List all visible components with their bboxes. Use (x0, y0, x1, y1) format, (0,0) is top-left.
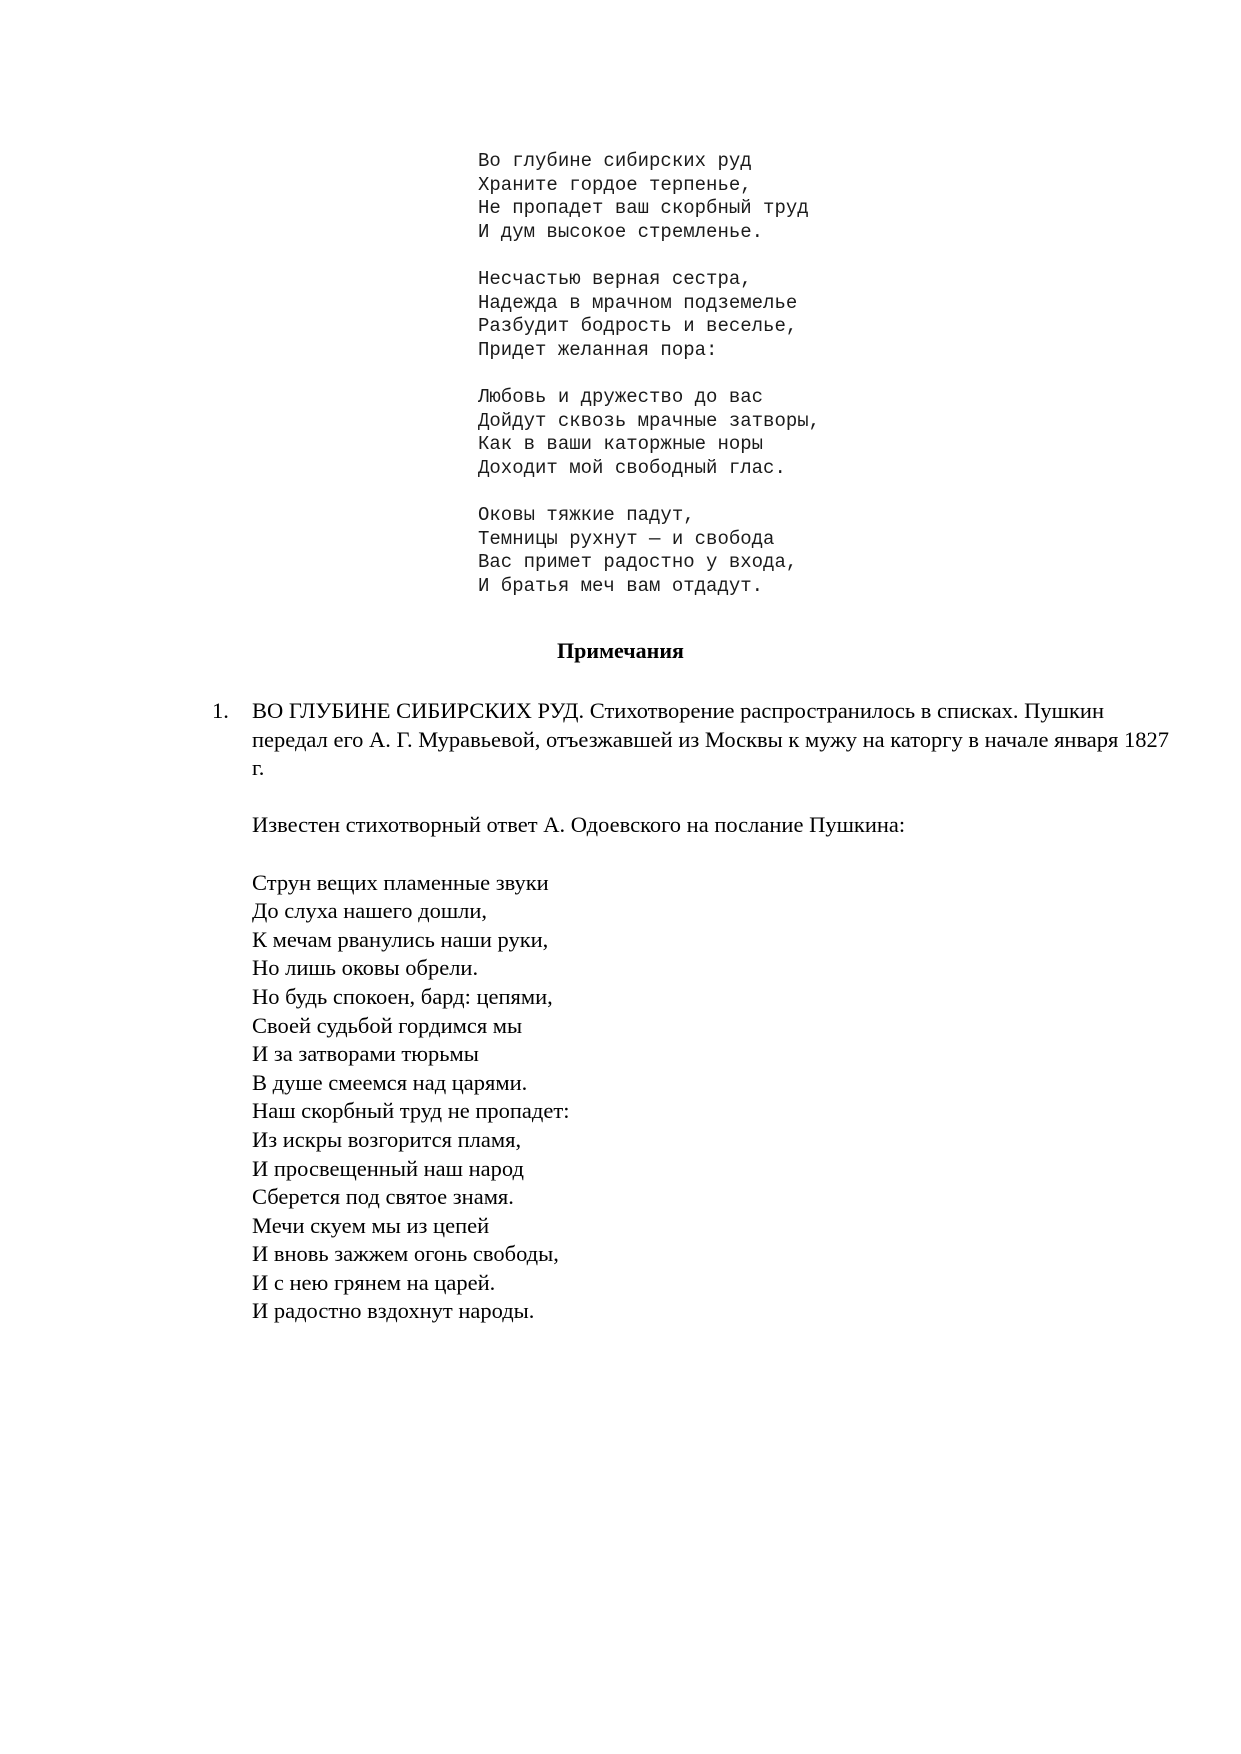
poem-stanza-4 (478, 504, 820, 598)
note-body (252, 697, 1172, 1326)
note-response-intro: Известен стихотворный ответ А. Одоевского на послание Пушкина: (252, 812, 906, 838)
verse-line: И просвещенный наш народ (252, 1155, 524, 1181)
verse-line: До слуха нашего дошли, (252, 898, 488, 924)
verse-line: Своей судьбой гордимся мы (252, 1012, 523, 1038)
poem-line: Надежда в мрачном подземелье (478, 291, 798, 314)
verse-line: И вновь зажжем огонь свободы, (252, 1241, 559, 1267)
note-number: 1. (212, 698, 229, 723)
verse-line: Наш скорбный труд не пропадет: (252, 1098, 570, 1124)
verse-line: И за затворами тюрьмы (252, 1041, 479, 1067)
poem (478, 150, 820, 622)
poem-line: Любовь и дружество до вас (478, 385, 764, 408)
note-intro: ВО ГЛУБИНЕ СИБИРСКИХ РУД. Стихотворение распространилось в списках. Пушкин передал его А. Г. Муравьевой, отъезжавшей из Москвы к мужу на каторгу в начале января 1827 г. (252, 698, 1170, 781)
poem-line: И братья меч вам отдадут. (478, 574, 764, 597)
notes-heading: Примечания (557, 638, 684, 663)
verse-line: Сберется под святое знамя. (252, 1184, 514, 1210)
poem-line: Доходит мой свободный глас. (478, 456, 786, 479)
poem-line: Несчастью верная сестра, (478, 267, 752, 290)
verse-line: Струн вещих пламенные звуки (252, 869, 549, 895)
poem-line: Во глубине сибирских руд (478, 150, 752, 172)
poem-line: Храните гордое терпенье, (478, 173, 752, 196)
poem-line: Оковы тяжкие падут, (478, 503, 695, 526)
response-verse (252, 869, 1172, 1327)
verse-line: К мечам рванулись наши руки, (252, 926, 549, 952)
poem-line: Не пропадет ваш скорбный труд (478, 197, 809, 220)
poem-line: Как в ваши каторжные норы (478, 433, 764, 456)
poem-stanza-3 (478, 386, 820, 480)
poem-line: Вас примет радостно у входа, (478, 551, 798, 574)
poem-stanza-2 (478, 268, 820, 362)
poem-line: Разбудит бодрость и веселье, (478, 315, 798, 338)
poem-stanza-1 (478, 150, 820, 244)
verse-line: В душе смеемся над царями. (252, 1069, 528, 1095)
verse-line: Мечи скуем мы из цепей (252, 1212, 490, 1238)
verse-line: И с нею грянем на царей. (252, 1269, 496, 1295)
poem-line: Дойдут сквозь мрачные затворы, (478, 409, 821, 432)
verse-line: Но лишь оковы обрели. (252, 955, 479, 981)
poem-line: Темницы рухнут — и свобода (478, 527, 775, 550)
verse-line: Но будь спокоен, бард: цепями, (252, 983, 553, 1009)
verse-line: И радостно вздохнут народы. (252, 1298, 535, 1324)
verse-line: Из искры возгорится пламя, (252, 1126, 522, 1152)
poem-line: Придет желанная пора: (478, 338, 718, 361)
poem-line: И дум высокое стремленье. (478, 220, 764, 243)
note-item-1 (212, 697, 1172, 1326)
